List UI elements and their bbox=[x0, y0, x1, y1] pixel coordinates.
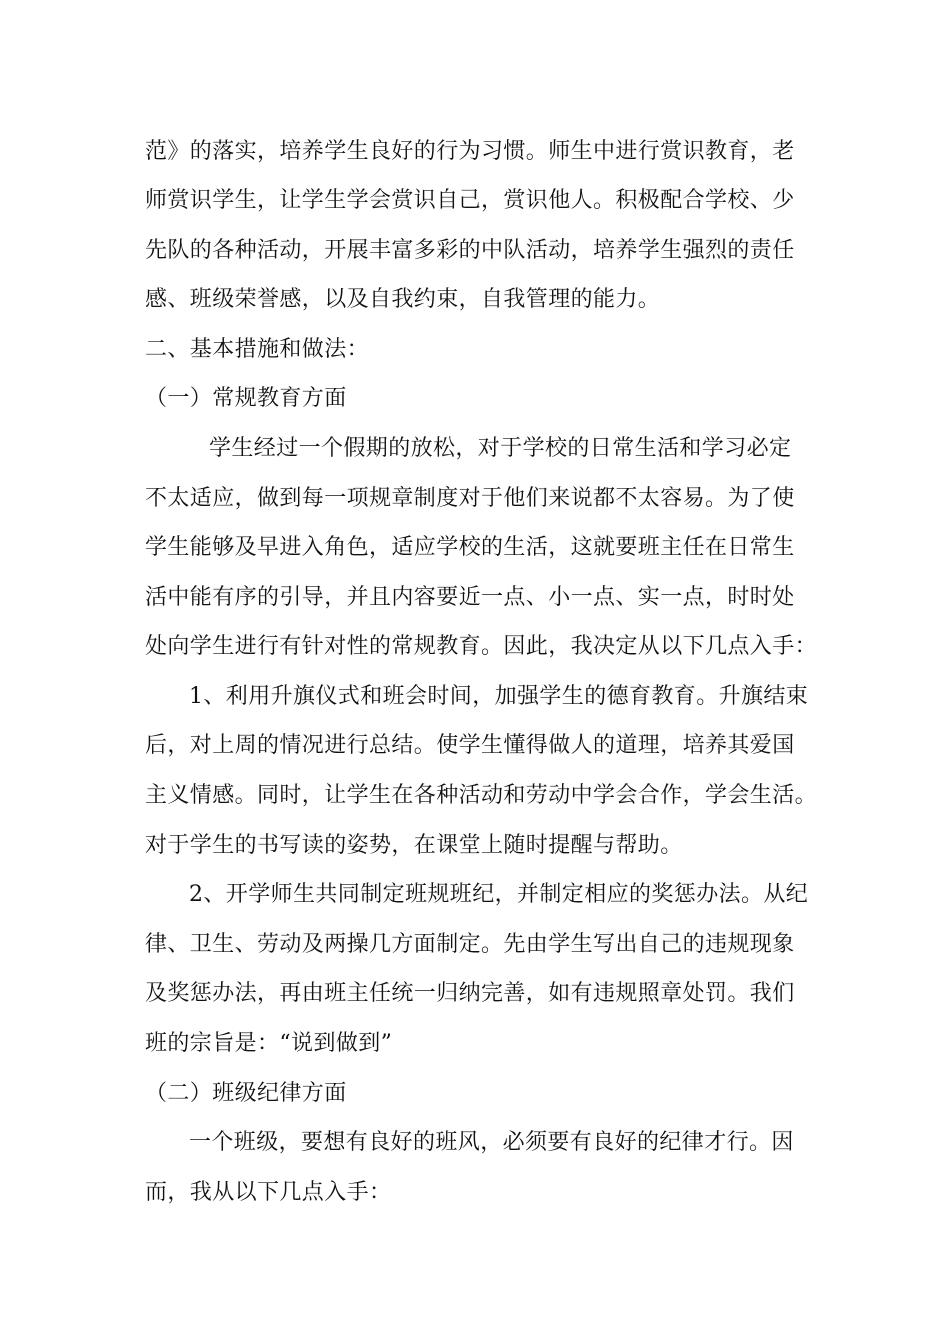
text-line: 而，我从以下几点入手： bbox=[145, 1180, 392, 1205]
subsection-heading: （一）常规教育方面 bbox=[145, 386, 347, 411]
text-line: 及奖惩办法，再由班主任统一归纳完善，如有违规照章处罚。我们 bbox=[145, 981, 795, 1006]
list-item-2: 2、开学师生共同制定班规班纪，并制定相应的奖惩办法。从纪 bbox=[189, 882, 809, 907]
list-item-1: 1、利用升旗仪式和班会时间，加强学生的德育教育。升旗结束 bbox=[189, 684, 809, 709]
text-line: 师赏识学生，让学生学会赏识自己，赏识他人。积极配合学校、少 bbox=[145, 188, 795, 213]
text-line: 不太适应，做到每一项规章制度对于他们来说都不太容易。为了使 bbox=[145, 486, 795, 511]
text-line: 对于学生的书写读的姿势，在课堂上随时提醒与帮助。 bbox=[145, 833, 683, 858]
text-line: 感、班级荣誉感，以及自我约束，自我管理的能力。 bbox=[145, 287, 661, 312]
text-line: 先队的各种活动，开展丰富多彩的中队活动，培养学生强烈的责任 bbox=[145, 238, 795, 263]
text-line: 活中能有序的引导，并且内容要近一点、小一点、实一点，时时处 bbox=[145, 585, 795, 610]
section-heading: 二、基本措施和做法： bbox=[145, 337, 370, 362]
paragraph-first-line: 一个班级，要想有良好的班风，必须要有良好的纪律才行。因 bbox=[189, 1130, 794, 1155]
text-line: 范》的落实，培养学生良好的行为习惯。师生中进行赏识教育，老 bbox=[145, 139, 795, 164]
text-line: 律、卫生、劳动及两操几方面制定。先由学生写出自己的违规现象 bbox=[145, 932, 795, 957]
subsection-heading: （二）班级纪律方面 bbox=[145, 1081, 347, 1106]
text-line: 处向学生进行有针对性的常规教育。因此，我决定从以下几点入手： bbox=[145, 634, 818, 659]
text-line: 学生能够及早进入角色，适应学校的生活，这就要班主任在日常生 bbox=[145, 535, 795, 560]
text-line: 后，对上周的情况进行总结。使学生懂得做人的道理，培养其爱国 bbox=[145, 733, 795, 758]
text-line: 主义情感。同时，让学生在各种活动和劳动中学会合作，学会生活。 bbox=[145, 783, 818, 808]
paragraph-first-line: 学生经过一个假期的放松，对于学校的日常生活和学习必定 bbox=[209, 436, 792, 461]
text-line: 班的宗旨是：“说到做到” bbox=[145, 1031, 393, 1056]
